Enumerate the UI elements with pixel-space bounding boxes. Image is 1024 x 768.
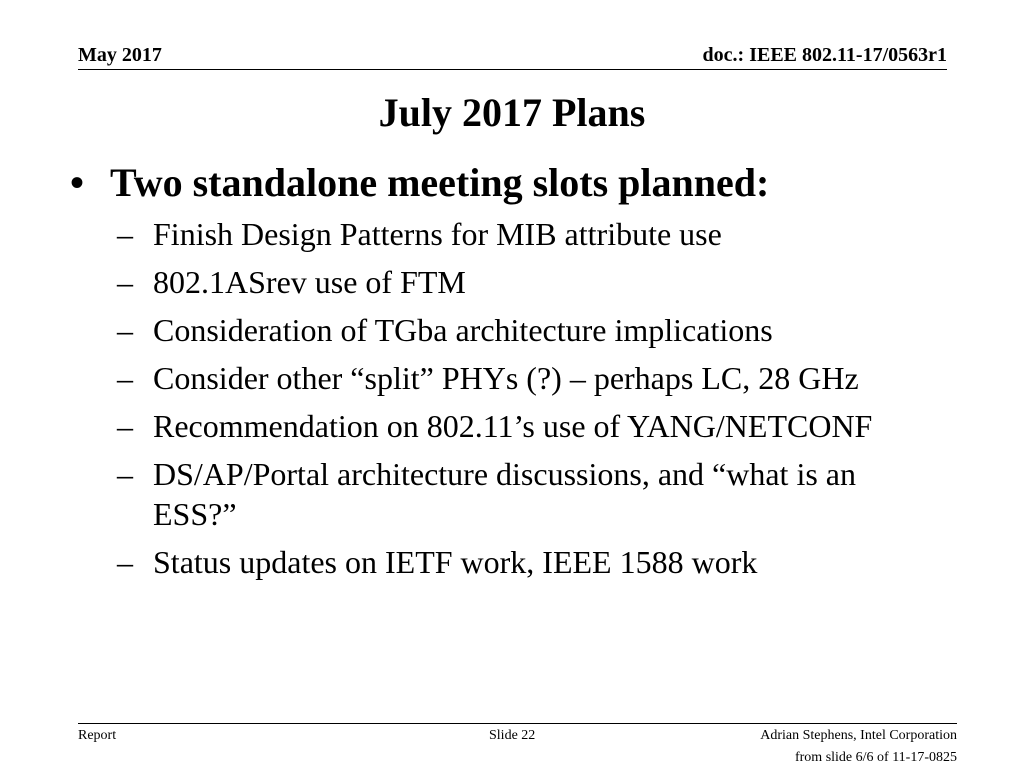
main-bullet [70, 158, 769, 208]
dash-marker: – [117, 360, 133, 396]
main-bullet-text: Two standalone meeting slots planned: [110, 160, 770, 205]
dash-marker: – [117, 544, 133, 580]
header-date: May 2017 [78, 44, 162, 66]
footer-divider [78, 723, 957, 724]
sub-bullet [117, 358, 937, 398]
header-divider [78, 69, 947, 70]
sub-bullet-text: Finish Design Patterns for MIB attribute use [153, 216, 722, 252]
footer-author: Adrian Stephens, Intel Corporation [760, 728, 957, 743]
dash-marker: – [117, 456, 133, 492]
sub-bullet [117, 542, 937, 582]
dash-marker: – [117, 264, 133, 300]
sub-bullet [117, 454, 937, 534]
bullet-marker: • [70, 160, 85, 205]
footer-slide-number: Slide 22 [489, 728, 536, 743]
footer-report: Report [78, 728, 117, 743]
sub-bullet-text: 802.1ASrev use of FTM [153, 264, 466, 300]
sub-bullet-list [117, 214, 937, 590]
sub-bullet-text: Recommendation on 802.11’s use of YANG/NETCONF [153, 408, 873, 444]
sub-bullet [117, 406, 937, 446]
dash-marker: – [117, 408, 133, 444]
header-doc-id: doc.: IEEE 802.11-17/0563r1 [702, 44, 947, 66]
sub-bullet-text: DS/AP/Portal architecture discussions, and “what is an ESS?” [153, 456, 856, 532]
sub-bullet-text: Consideration of TGba architecture implications [153, 312, 773, 348]
sub-bullet [117, 214, 937, 254]
sub-bullet-text: Consider other “split” PHYs (?) – perhaps LC, 28 GHz [153, 360, 859, 396]
sub-bullet-text: Status updates on IETF work, IEEE 1588 work [153, 544, 758, 580]
sub-bullet [117, 262, 937, 302]
dash-marker: – [117, 312, 133, 348]
footer-source-note: from slide 6/6 of 11-17-0825 [794, 750, 957, 765]
dash-marker: – [117, 216, 133, 252]
slide-title: July 2017 Plans [378, 90, 646, 135]
sub-bullet [117, 310, 937, 350]
